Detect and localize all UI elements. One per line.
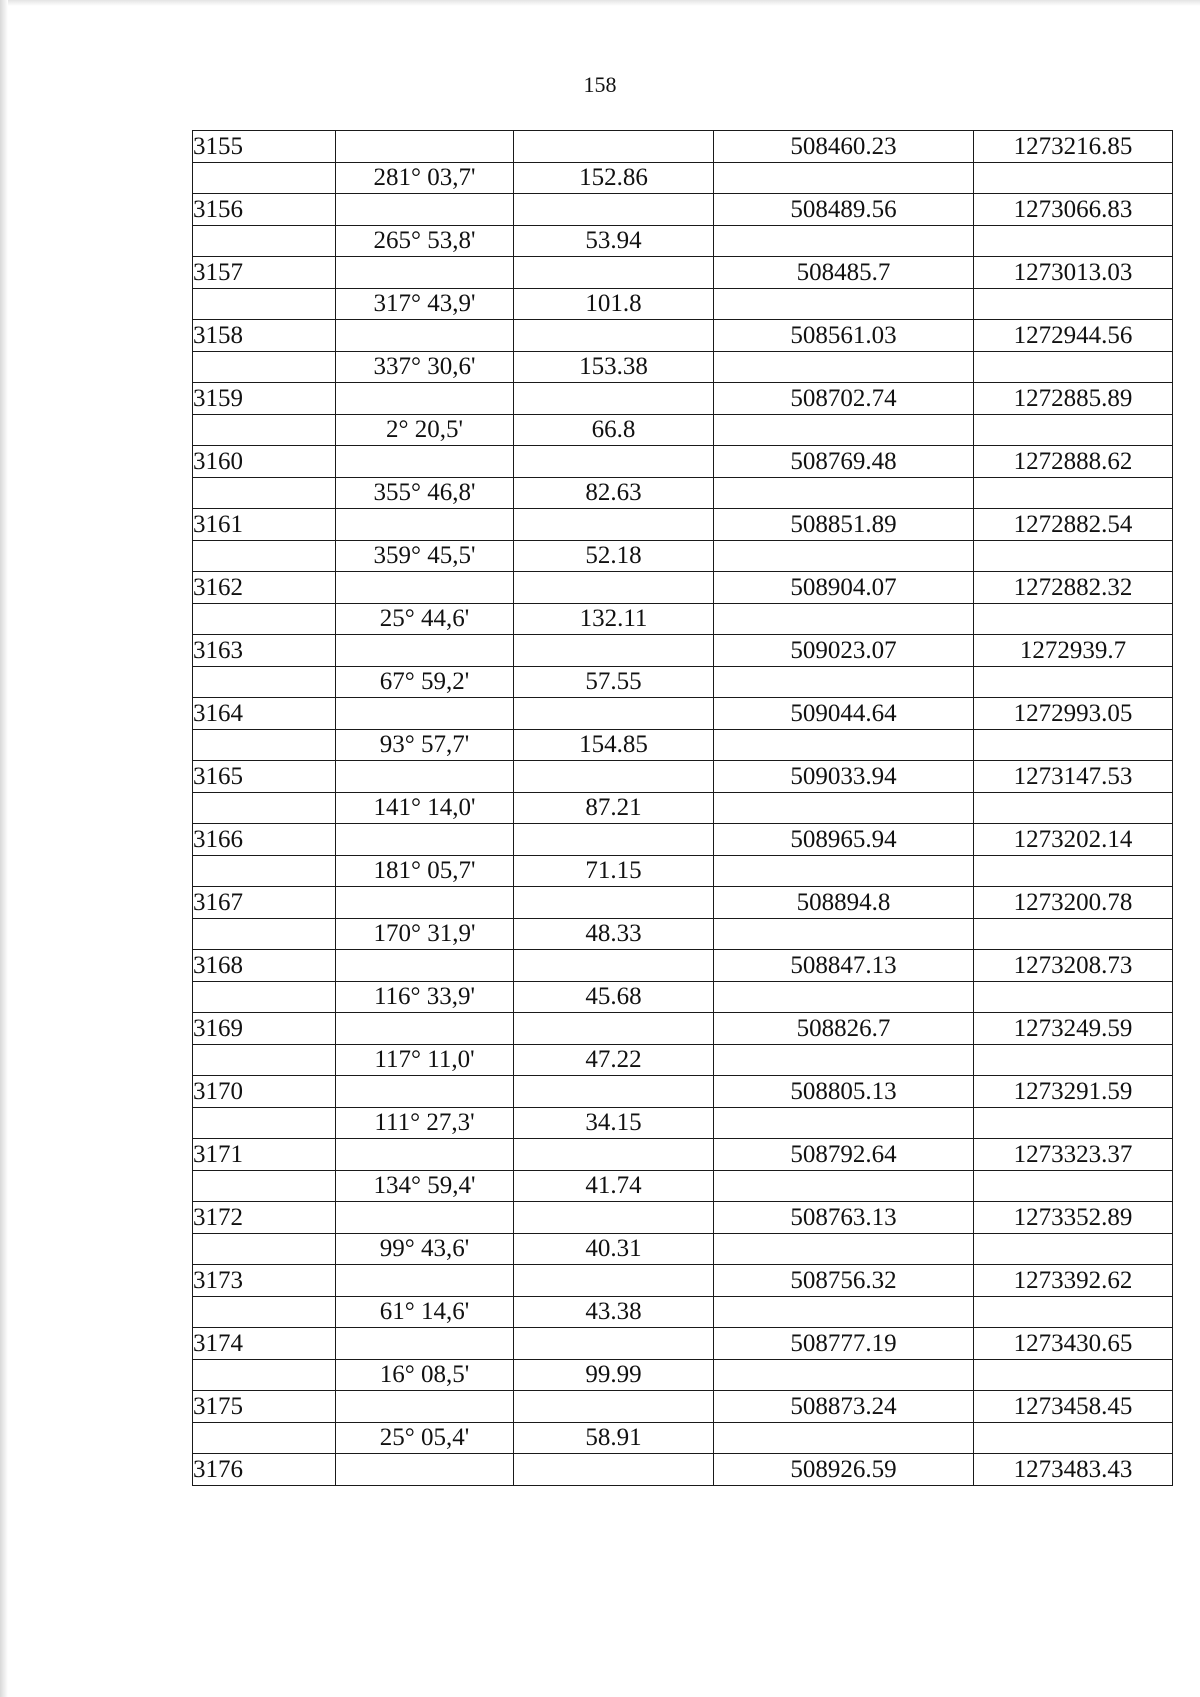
y-coordinate-cell bbox=[974, 855, 1173, 887]
point-number-cell bbox=[193, 1170, 336, 1202]
direction-angle-cell bbox=[336, 194, 514, 226]
y-coordinate-cell: 1273013.03 bbox=[974, 257, 1173, 289]
table-row bbox=[193, 257, 1173, 289]
point-number-cell: 3162 bbox=[193, 572, 336, 604]
distance-cell: 48.33 bbox=[514, 918, 714, 950]
point-number-cell bbox=[193, 1233, 336, 1265]
table-row bbox=[193, 1422, 1173, 1454]
distance-cell bbox=[514, 383, 714, 415]
x-coordinate-cell bbox=[714, 540, 974, 572]
point-number-cell: 3165 bbox=[193, 761, 336, 793]
distance-cell bbox=[514, 824, 714, 856]
y-coordinate-cell: 1272944.56 bbox=[974, 320, 1173, 352]
direction-angle-cell: 93° 57,7' bbox=[336, 729, 514, 761]
table-row bbox=[193, 572, 1173, 604]
y-coordinate-cell: 1272993.05 bbox=[974, 698, 1173, 730]
direction-angle-cell: 67° 59,2' bbox=[336, 666, 514, 698]
table-row bbox=[193, 792, 1173, 824]
y-coordinate-cell: 1272882.32 bbox=[974, 572, 1173, 604]
point-number-cell bbox=[193, 1107, 336, 1139]
point-number-cell bbox=[193, 414, 336, 446]
direction-angle-cell: 359° 45,5' bbox=[336, 540, 514, 572]
point-number-cell: 3175 bbox=[193, 1391, 336, 1423]
table-row bbox=[193, 477, 1173, 509]
distance-cell: 99.99 bbox=[514, 1359, 714, 1391]
y-coordinate-cell: 1273249.59 bbox=[974, 1013, 1173, 1045]
x-coordinate-cell: 508763.13 bbox=[714, 1202, 974, 1234]
point-number-cell: 3159 bbox=[193, 383, 336, 415]
distance-cell: 152.86 bbox=[514, 162, 714, 194]
direction-angle-cell: 25° 44,6' bbox=[336, 603, 514, 635]
point-number-cell bbox=[193, 855, 336, 887]
point-number-cell bbox=[193, 1422, 336, 1454]
direction-angle-cell: 281° 03,7' bbox=[336, 162, 514, 194]
x-coordinate-cell bbox=[714, 1107, 974, 1139]
table-row bbox=[193, 446, 1173, 478]
direction-angle-cell bbox=[336, 383, 514, 415]
y-coordinate-cell bbox=[974, 477, 1173, 509]
y-coordinate-cell bbox=[974, 1233, 1173, 1265]
direction-angle-cell bbox=[336, 320, 514, 352]
distance-cell bbox=[514, 572, 714, 604]
direction-angle-cell: 170° 31,9' bbox=[336, 918, 514, 950]
direction-angle-cell: 265° 53,8' bbox=[336, 225, 514, 257]
x-coordinate-cell bbox=[714, 666, 974, 698]
direction-angle-cell bbox=[336, 257, 514, 289]
table-row bbox=[193, 1296, 1173, 1328]
direction-angle-cell: 181° 05,7' bbox=[336, 855, 514, 887]
x-coordinate-cell bbox=[714, 225, 974, 257]
point-number-cell bbox=[193, 477, 336, 509]
point-number-cell bbox=[193, 288, 336, 320]
y-coordinate-cell: 1273483.43 bbox=[974, 1454, 1173, 1486]
y-coordinate-cell bbox=[974, 1170, 1173, 1202]
table-row bbox=[193, 1265, 1173, 1297]
y-coordinate-cell: 1272888.62 bbox=[974, 446, 1173, 478]
y-coordinate-cell bbox=[974, 162, 1173, 194]
y-coordinate-cell: 1273291.59 bbox=[974, 1076, 1173, 1108]
y-coordinate-cell bbox=[974, 666, 1173, 698]
distance-cell bbox=[514, 194, 714, 226]
y-coordinate-cell: 1272885.89 bbox=[974, 383, 1173, 415]
distance-cell bbox=[514, 1391, 714, 1423]
y-coordinate-cell: 1272939.7 bbox=[974, 635, 1173, 667]
point-number-cell: 3156 bbox=[193, 194, 336, 226]
y-coordinate-cell: 1273208.73 bbox=[974, 950, 1173, 982]
y-coordinate-cell bbox=[974, 540, 1173, 572]
x-coordinate-cell bbox=[714, 729, 974, 761]
table-row bbox=[193, 1076, 1173, 1108]
point-number-cell: 3176 bbox=[193, 1454, 336, 1486]
table-row bbox=[193, 509, 1173, 541]
scan-left-edge bbox=[0, 0, 8, 1697]
direction-angle-cell: 116° 33,9' bbox=[336, 981, 514, 1013]
distance-cell bbox=[514, 761, 714, 793]
distance-cell bbox=[514, 257, 714, 289]
distance-cell bbox=[514, 887, 714, 919]
x-coordinate-cell: 509033.94 bbox=[714, 761, 974, 793]
x-coordinate-cell: 508485.7 bbox=[714, 257, 974, 289]
distance-cell bbox=[514, 1076, 714, 1108]
point-number-cell: 3158 bbox=[193, 320, 336, 352]
distance-cell bbox=[514, 1328, 714, 1360]
y-coordinate-cell: 1273430.65 bbox=[974, 1328, 1173, 1360]
x-coordinate-cell: 508926.59 bbox=[714, 1454, 974, 1486]
point-number-cell bbox=[193, 603, 336, 635]
y-coordinate-cell bbox=[974, 1044, 1173, 1076]
distance-cell bbox=[514, 698, 714, 730]
table-row bbox=[193, 225, 1173, 257]
y-coordinate-cell bbox=[974, 729, 1173, 761]
direction-angle-cell: 61° 14,6' bbox=[336, 1296, 514, 1328]
point-number-cell bbox=[193, 918, 336, 950]
x-coordinate-cell: 508851.89 bbox=[714, 509, 974, 541]
x-coordinate-cell bbox=[714, 1296, 974, 1328]
x-coordinate-cell bbox=[714, 1044, 974, 1076]
point-number-cell bbox=[193, 666, 336, 698]
table-row bbox=[193, 761, 1173, 793]
x-coordinate-cell bbox=[714, 855, 974, 887]
x-coordinate-cell: 508561.03 bbox=[714, 320, 974, 352]
direction-angle-cell: 111° 27,3' bbox=[336, 1107, 514, 1139]
distance-cell: 34.15 bbox=[514, 1107, 714, 1139]
table-row bbox=[193, 1044, 1173, 1076]
direction-angle-cell bbox=[336, 887, 514, 919]
distance-cell: 71.15 bbox=[514, 855, 714, 887]
x-coordinate-cell bbox=[714, 1422, 974, 1454]
x-coordinate-cell bbox=[714, 414, 974, 446]
point-number-cell: 3157 bbox=[193, 257, 336, 289]
coordinates-table-body bbox=[193, 131, 1173, 1486]
y-coordinate-cell bbox=[974, 1422, 1173, 1454]
y-coordinate-cell: 1273216.85 bbox=[974, 131, 1173, 163]
distance-cell bbox=[514, 1265, 714, 1297]
x-coordinate-cell bbox=[714, 792, 974, 824]
x-coordinate-cell: 508805.13 bbox=[714, 1076, 974, 1108]
point-number-cell: 3167 bbox=[193, 887, 336, 919]
table-row bbox=[193, 855, 1173, 887]
y-coordinate-cell bbox=[974, 792, 1173, 824]
point-number-cell bbox=[193, 540, 336, 572]
table-row bbox=[193, 1328, 1173, 1360]
x-coordinate-cell bbox=[714, 1233, 974, 1265]
table-row bbox=[193, 1202, 1173, 1234]
point-number-cell bbox=[193, 729, 336, 761]
direction-angle-cell bbox=[336, 698, 514, 730]
table-row bbox=[193, 729, 1173, 761]
table-row bbox=[193, 1233, 1173, 1265]
scan-top-edge bbox=[0, 0, 1200, 6]
distance-cell: 82.63 bbox=[514, 477, 714, 509]
distance-cell bbox=[514, 131, 714, 163]
distance-cell: 58.91 bbox=[514, 1422, 714, 1454]
y-coordinate-cell: 1273323.37 bbox=[974, 1139, 1173, 1171]
distance-cell bbox=[514, 509, 714, 541]
direction-angle-cell: 2° 20,5' bbox=[336, 414, 514, 446]
point-number-cell bbox=[193, 792, 336, 824]
table-row bbox=[193, 194, 1173, 226]
page-number: 158 bbox=[583, 72, 617, 97]
distance-cell: 66.8 bbox=[514, 414, 714, 446]
distance-cell: 57.55 bbox=[514, 666, 714, 698]
distance-cell: 87.21 bbox=[514, 792, 714, 824]
y-coordinate-cell bbox=[974, 603, 1173, 635]
distance-cell bbox=[514, 1454, 714, 1486]
direction-angle-cell bbox=[336, 1202, 514, 1234]
direction-angle-cell: 25° 05,4' bbox=[336, 1422, 514, 1454]
direction-angle-cell bbox=[336, 1139, 514, 1171]
direction-angle-cell bbox=[336, 1328, 514, 1360]
table-row bbox=[193, 1139, 1173, 1171]
x-coordinate-cell bbox=[714, 1170, 974, 1202]
x-coordinate-cell: 508489.56 bbox=[714, 194, 974, 226]
x-coordinate-cell: 508847.13 bbox=[714, 950, 974, 982]
point-number-cell bbox=[193, 162, 336, 194]
direction-angle-cell bbox=[336, 1454, 514, 1486]
direction-angle-cell: 317° 43,9' bbox=[336, 288, 514, 320]
point-number-cell: 3166 bbox=[193, 824, 336, 856]
x-coordinate-cell: 508965.94 bbox=[714, 824, 974, 856]
x-coordinate-cell: 508873.24 bbox=[714, 1391, 974, 1423]
y-coordinate-cell bbox=[974, 1359, 1173, 1391]
x-coordinate-cell bbox=[714, 1359, 974, 1391]
table-row bbox=[193, 162, 1173, 194]
direction-angle-cell bbox=[336, 635, 514, 667]
table-row bbox=[193, 414, 1173, 446]
table-row bbox=[193, 1107, 1173, 1139]
y-coordinate-cell: 1272882.54 bbox=[974, 509, 1173, 541]
point-number-cell: 3163 bbox=[193, 635, 336, 667]
x-coordinate-cell bbox=[714, 477, 974, 509]
point-number-cell: 3168 bbox=[193, 950, 336, 982]
direction-angle-cell: 117° 11,0' bbox=[336, 1044, 514, 1076]
y-coordinate-cell bbox=[974, 918, 1173, 950]
y-coordinate-cell: 1273200.78 bbox=[974, 887, 1173, 919]
point-number-cell bbox=[193, 225, 336, 257]
point-number-cell bbox=[193, 351, 336, 383]
x-coordinate-cell: 508894.8 bbox=[714, 887, 974, 919]
distance-cell: 41.74 bbox=[514, 1170, 714, 1202]
table-row bbox=[193, 351, 1173, 383]
y-coordinate-cell bbox=[974, 351, 1173, 383]
x-coordinate-cell: 508460.23 bbox=[714, 131, 974, 163]
point-number-cell: 3173 bbox=[193, 1265, 336, 1297]
table-row bbox=[193, 288, 1173, 320]
point-number-cell: 3170 bbox=[193, 1076, 336, 1108]
x-coordinate-cell: 508702.74 bbox=[714, 383, 974, 415]
direction-angle-cell: 355° 46,8' bbox=[336, 477, 514, 509]
y-coordinate-cell: 1273066.83 bbox=[974, 194, 1173, 226]
x-coordinate-cell bbox=[714, 918, 974, 950]
x-coordinate-cell bbox=[714, 288, 974, 320]
point-number-cell: 3160 bbox=[193, 446, 336, 478]
direction-angle-cell bbox=[336, 1265, 514, 1297]
table-row bbox=[193, 383, 1173, 415]
distance-cell: 47.22 bbox=[514, 1044, 714, 1076]
direction-angle-cell bbox=[336, 824, 514, 856]
point-number-cell bbox=[193, 1296, 336, 1328]
table-row bbox=[193, 1391, 1173, 1423]
table-row bbox=[193, 918, 1173, 950]
x-coordinate-cell: 508826.7 bbox=[714, 1013, 974, 1045]
distance-cell: 53.94 bbox=[514, 225, 714, 257]
direction-angle-cell bbox=[336, 1391, 514, 1423]
distance-cell bbox=[514, 635, 714, 667]
table-row bbox=[193, 1454, 1173, 1486]
y-coordinate-cell: 1273392.62 bbox=[974, 1265, 1173, 1297]
x-coordinate-cell: 509023.07 bbox=[714, 635, 974, 667]
x-coordinate-cell: 508792.64 bbox=[714, 1139, 974, 1171]
y-coordinate-cell bbox=[974, 1296, 1173, 1328]
table-row bbox=[193, 981, 1173, 1013]
direction-angle-cell bbox=[336, 131, 514, 163]
table-row bbox=[193, 540, 1173, 572]
x-coordinate-cell: 509044.64 bbox=[714, 698, 974, 730]
table-row bbox=[193, 824, 1173, 856]
distance-cell bbox=[514, 320, 714, 352]
direction-angle-cell bbox=[336, 950, 514, 982]
direction-angle-cell bbox=[336, 572, 514, 604]
distance-cell: 43.38 bbox=[514, 1296, 714, 1328]
table-row bbox=[193, 887, 1173, 919]
point-number-cell: 3155 bbox=[193, 131, 336, 163]
point-number-cell: 3169 bbox=[193, 1013, 336, 1045]
direction-angle-cell: 134° 59,4' bbox=[336, 1170, 514, 1202]
distance-cell: 153.38 bbox=[514, 351, 714, 383]
direction-angle-cell bbox=[336, 1076, 514, 1108]
table-row bbox=[193, 950, 1173, 982]
direction-angle-cell: 99° 43,6' bbox=[336, 1233, 514, 1265]
y-coordinate-cell bbox=[974, 981, 1173, 1013]
y-coordinate-cell bbox=[974, 288, 1173, 320]
distance-cell: 45.68 bbox=[514, 981, 714, 1013]
table-row bbox=[193, 131, 1173, 163]
distance-cell bbox=[514, 950, 714, 982]
y-coordinate-cell bbox=[974, 414, 1173, 446]
distance-cell: 101.8 bbox=[514, 288, 714, 320]
table-row bbox=[193, 666, 1173, 698]
x-coordinate-cell bbox=[714, 162, 974, 194]
direction-angle-cell bbox=[336, 509, 514, 541]
direction-angle-cell: 337° 30,6' bbox=[336, 351, 514, 383]
point-number-cell: 3174 bbox=[193, 1328, 336, 1360]
point-number-cell bbox=[193, 1044, 336, 1076]
x-coordinate-cell: 508904.07 bbox=[714, 572, 974, 604]
table-row bbox=[193, 1170, 1173, 1202]
point-number-cell bbox=[193, 1359, 336, 1391]
coordinates-table bbox=[192, 130, 1173, 1486]
y-coordinate-cell bbox=[974, 225, 1173, 257]
x-coordinate-cell: 508756.32 bbox=[714, 1265, 974, 1297]
direction-angle-cell bbox=[336, 446, 514, 478]
direction-angle-cell bbox=[336, 761, 514, 793]
x-coordinate-cell bbox=[714, 603, 974, 635]
y-coordinate-cell: 1273202.14 bbox=[974, 824, 1173, 856]
x-coordinate-cell bbox=[714, 981, 974, 1013]
table-row bbox=[193, 320, 1173, 352]
distance-cell bbox=[514, 1013, 714, 1045]
distance-cell: 40.31 bbox=[514, 1233, 714, 1265]
direction-angle-cell: 16° 08,5' bbox=[336, 1359, 514, 1391]
x-coordinate-cell bbox=[714, 351, 974, 383]
x-coordinate-cell: 508769.48 bbox=[714, 446, 974, 478]
distance-cell: 52.18 bbox=[514, 540, 714, 572]
table-row bbox=[193, 603, 1173, 635]
table-row bbox=[193, 698, 1173, 730]
point-number-cell: 3164 bbox=[193, 698, 336, 730]
point-number-cell: 3172 bbox=[193, 1202, 336, 1234]
distance-cell bbox=[514, 1139, 714, 1171]
y-coordinate-cell: 1273352.89 bbox=[974, 1202, 1173, 1234]
y-coordinate-cell: 1273458.45 bbox=[974, 1391, 1173, 1423]
distance-cell: 132.11 bbox=[514, 603, 714, 635]
distance-cell: 154.85 bbox=[514, 729, 714, 761]
y-coordinate-cell: 1273147.53 bbox=[974, 761, 1173, 793]
distance-cell bbox=[514, 446, 714, 478]
table-row bbox=[193, 1359, 1173, 1391]
y-coordinate-cell bbox=[974, 1107, 1173, 1139]
x-coordinate-cell: 508777.19 bbox=[714, 1328, 974, 1360]
point-number-cell bbox=[193, 981, 336, 1013]
point-number-cell: 3161 bbox=[193, 509, 336, 541]
direction-angle-cell bbox=[336, 1013, 514, 1045]
distance-cell bbox=[514, 1202, 714, 1234]
point-number-cell: 3171 bbox=[193, 1139, 336, 1171]
direction-angle-cell: 141° 14,0' bbox=[336, 792, 514, 824]
table-row bbox=[193, 635, 1173, 667]
table-row bbox=[193, 1013, 1173, 1045]
